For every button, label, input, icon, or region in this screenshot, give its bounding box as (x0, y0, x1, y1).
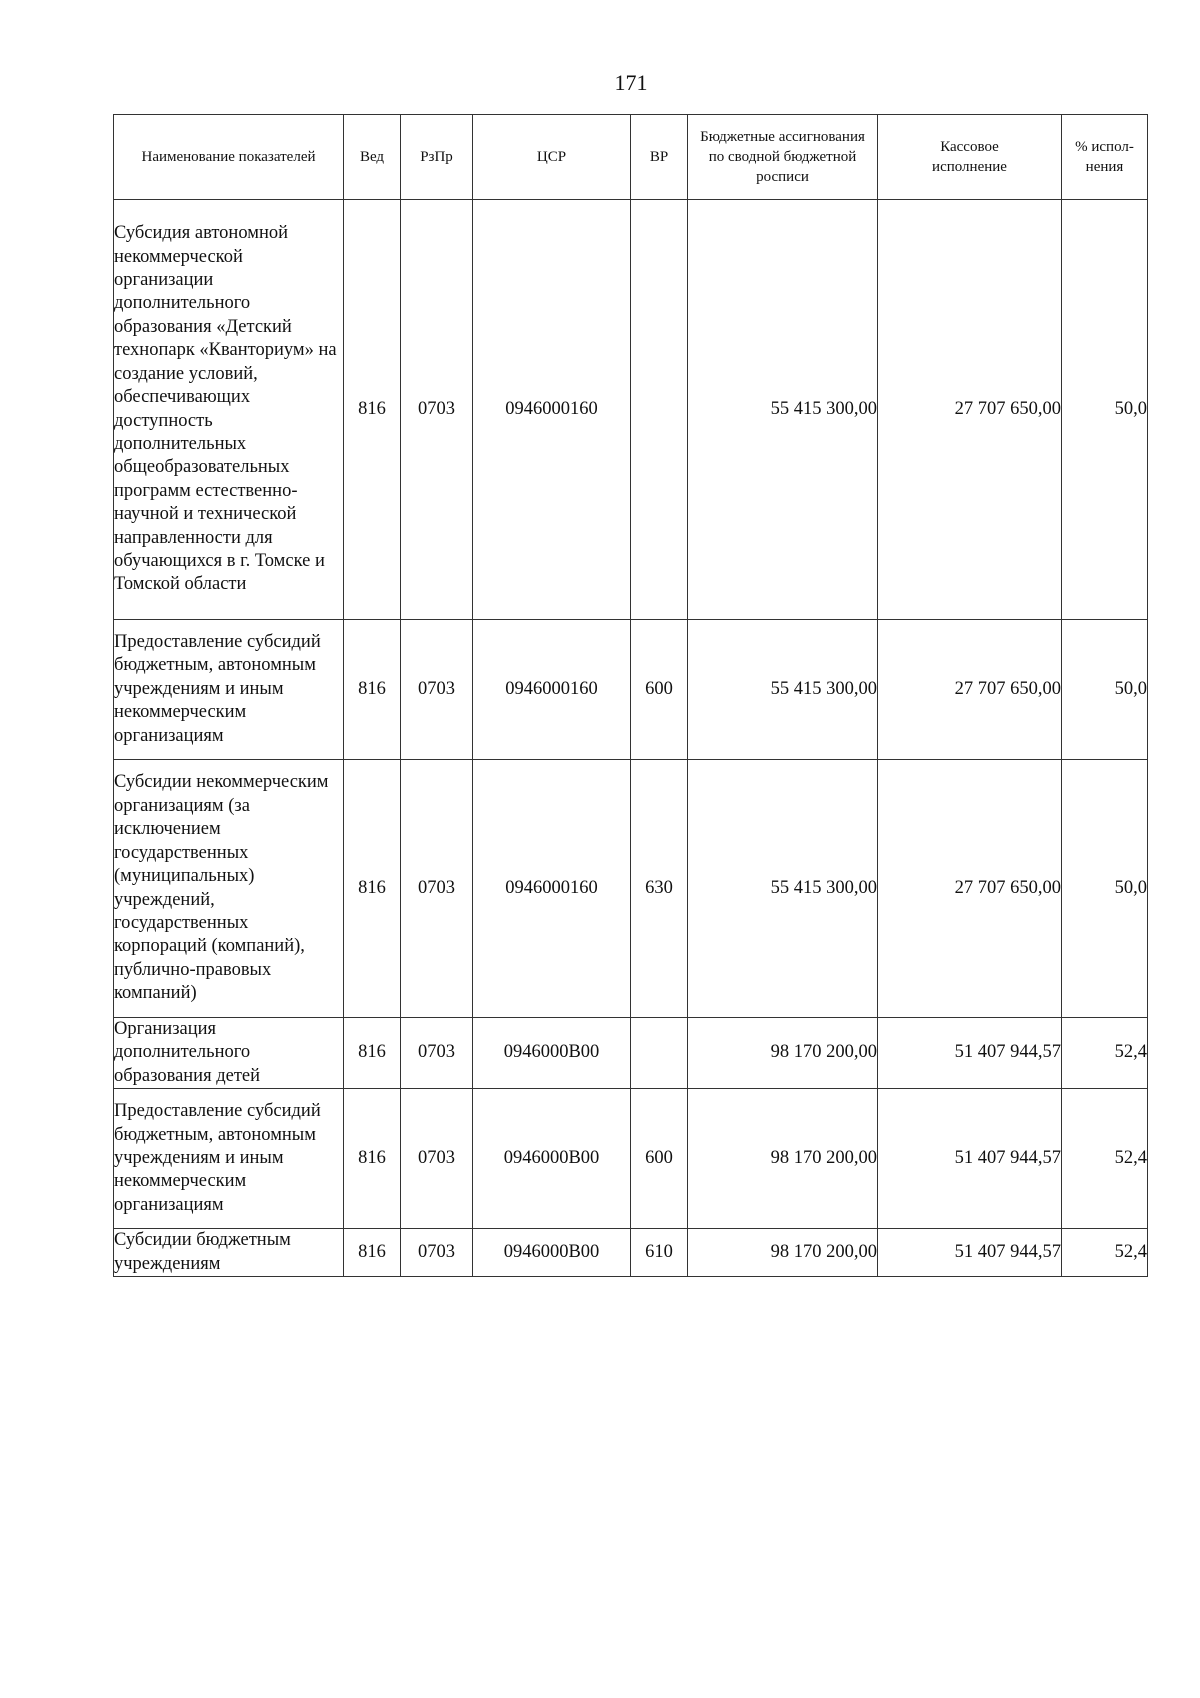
row-budget: 55 415 300,00 (688, 620, 878, 760)
table-header-row (114, 115, 1148, 200)
row-rzpr: 0703 (401, 200, 473, 620)
row-name: Предоставление субсидий бюджетным, автономным учреждениям и иным некоммерческим организациям (114, 1089, 344, 1229)
row-rzpr: 0703 (401, 760, 473, 1018)
row-budget: 98 170 200,00 (688, 1229, 878, 1277)
row-csr: 0946000160 (473, 620, 631, 760)
row-ved: 816 (344, 1229, 401, 1277)
row-cash: 27 707 650,00 (878, 620, 1062, 760)
row-cash: 51 407 944,57 (878, 1018, 1062, 1089)
row-cash: 51 407 944,57 (878, 1229, 1062, 1277)
table-row (114, 1229, 1148, 1277)
row-percent: 50,0 (1062, 620, 1148, 760)
row-ved: 816 (344, 620, 401, 760)
row-rzpr: 0703 (401, 1089, 473, 1229)
table-row (114, 1089, 1148, 1229)
header-csr: ЦСР (473, 115, 631, 200)
table-row (114, 200, 1148, 620)
table-row (114, 620, 1148, 760)
row-name: Субсидия автономной некоммерческой организации дополнительного образования «Детский технопарк «Кванториум» на создание условий, обеспечивающих доступность дополнительных общеобразовательных программ естественно-научной и технической направленности для обучающихся в г. Томске и Томской области (114, 200, 344, 620)
row-name: Организация дополнительного образования детей (114, 1018, 344, 1089)
row-ved: 816 (344, 200, 401, 620)
header-budget: Бюджетные ассигнования по сводной бюджетной росписи (688, 115, 878, 200)
header-vr: ВР (631, 115, 688, 200)
row-budget: 55 415 300,00 (688, 760, 878, 1018)
header-cash: Кассовое исполнение (878, 115, 1062, 200)
header-name: Наименование показателей (114, 115, 344, 200)
row-budget: 98 170 200,00 (688, 1089, 878, 1229)
row-name: Субсидии бюджетным учреждениям (114, 1229, 344, 1277)
row-vr: 600 (631, 620, 688, 760)
row-vr: 630 (631, 760, 688, 1018)
row-percent: 52,4 (1062, 1089, 1148, 1229)
row-csr: 0946000В00 (473, 1089, 631, 1229)
row-rzpr: 0703 (401, 1229, 473, 1277)
row-name: Субсидии некоммерческим организациям (за исключением государственных (муниципальных) учреждений, государственных корпораций (компаний), публично-правовых компаний) (114, 760, 344, 1018)
row-budget: 55 415 300,00 (688, 200, 878, 620)
header-percent: % испол-нения (1062, 115, 1148, 200)
row-vr (631, 1018, 688, 1089)
row-vr: 610 (631, 1229, 688, 1277)
row-rzpr: 0703 (401, 1018, 473, 1089)
header-ved: Вед (344, 115, 401, 200)
row-name: Предоставление субсидий бюджетным, автономным учреждениям и иным некоммерческим организациям (114, 620, 344, 760)
row-csr: 0946000В00 (473, 1018, 631, 1089)
row-percent: 52,4 (1062, 1229, 1148, 1277)
row-vr: 600 (631, 1089, 688, 1229)
table-row (114, 760, 1148, 1018)
row-rzpr: 0703 (401, 620, 473, 760)
budget-execution-table (113, 114, 1148, 1277)
row-csr: 0946000160 (473, 760, 631, 1018)
row-csr: 0946000В00 (473, 1229, 631, 1277)
row-budget: 98 170 200,00 (688, 1018, 878, 1089)
row-percent: 50,0 (1062, 200, 1148, 620)
row-vr (631, 200, 688, 620)
page-number: 171 (614, 70, 648, 95)
row-percent: 52,4 (1062, 1018, 1148, 1089)
header-rzpr: РзПр (401, 115, 473, 200)
row-ved: 816 (344, 1089, 401, 1229)
row-ved: 816 (344, 1018, 401, 1089)
row-cash: 27 707 650,00 (878, 760, 1062, 1018)
row-csr: 0946000160 (473, 200, 631, 620)
row-cash: 27 707 650,00 (878, 200, 1062, 620)
row-ved: 816 (344, 760, 401, 1018)
row-percent: 50,0 (1062, 760, 1148, 1018)
row-cash: 51 407 944,57 (878, 1089, 1062, 1229)
table-row (114, 1018, 1148, 1089)
